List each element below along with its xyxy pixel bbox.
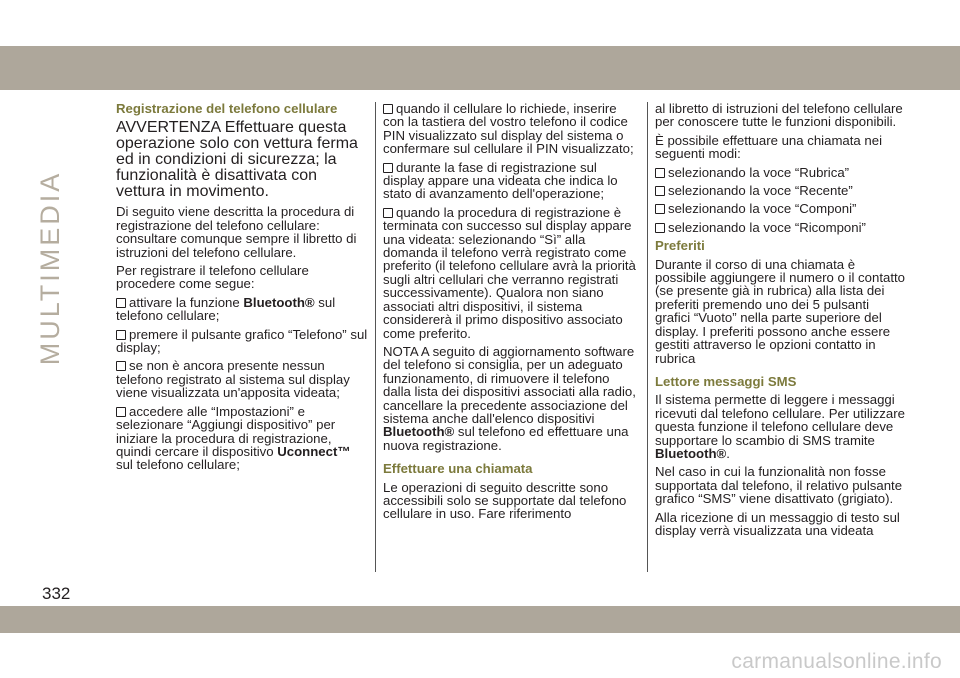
make-call-paragraph: Le operazioni di seguito descritte sono accessibili solo se supportate dal telefono cellulare in uso. Fare riferimento	[383, 479, 627, 522]
continuation-paragraph: al libretto di istruzioni del telefono cellulare per conoscere tutte le funzioni disponibili.	[655, 101, 903, 130]
favorites-paragraph: Durante il corso di una chiamata è possibile aggiungere il numero o il contatto (se presente già in rubrica) alla lista dei preferiti premendo uno dei 5 pulsanti grafici “Vuoto” nella parte superiore del display. I preferiti possono anche essere gestiti attraverso le opzioni contatto in rubrica	[655, 256, 905, 366]
warning-text: AVVERTENZA Effettuare questa operazione solo con vettura ferma ed in condizioni di sicurezza; la funzionalità è disattivata con vettura in movimento.	[116, 119, 358, 201]
list-item: selezionando la voce “Recente”	[655, 184, 907, 197]
sms-paragraph: Il sistema permette di leggere i messaggi ricevuti dal telefono cellulare. Per utilizzare questa funzione il telefono cellulare deve supportare lo scambio di SMS tramite Bluetooth®.	[655, 392, 905, 461]
checkbox-bullet-icon	[116, 298, 126, 308]
checkbox-bullet-icon	[383, 163, 393, 173]
column-2	[383, 102, 637, 526]
list-item: durante la fase di registrazione sul display appare una videata che indica lo stato di avanzamento dell'operazione;	[383, 159, 618, 202]
list-item: se non è ancora presente nessun telefono registrato al sistema sul display viene visualizzata un'apposita videata;	[116, 358, 350, 401]
page-number: 332	[42, 584, 71, 603]
list-item: selezionando la voce “Componi”	[655, 202, 907, 215]
sms-paragraph: Nel caso in cui la funzionalità non fosse supportata dal telefono, il relativo pulsante grafico “SMS” viene disattivato (grigiato).	[655, 464, 903, 507]
list-item: quando il cellulare lo richiede, inserire con la tastiera del vostro telefono il codice PIN visualizzato sul display del sistema o confermare sul cellulare il PIN visualizzato;	[383, 101, 634, 157]
column-divider	[375, 102, 376, 572]
checkbox-bullet-icon	[655, 204, 665, 214]
column-3	[655, 102, 907, 542]
steps-intro: Per registrare il telefono cellulare procedere come segue:	[116, 263, 309, 292]
heading-phone-registration: Registrazione del telefono cellulare	[116, 101, 338, 116]
note-paragraph: NOTA A seguito di aggiornamento software del telefono si consiglia, per un adeguato funzionamento, di rimuovere il telefono dalla lista dei dispositivi associati alla radio, cancellare la precedente associazione del sistema anche dall'elenco dispositivi Bluetooth® sul telefono ed effettuare una nuova registrazione.	[383, 343, 636, 453]
checkbox-bullet-icon	[116, 361, 126, 371]
checkbox-bullet-icon	[116, 330, 126, 340]
list-item: premere il pulsante grafico “Telefono” sul display;	[116, 326, 368, 356]
watermark: carmanualsonline.info	[731, 650, 942, 673]
list-item: selezionando la voce “Rubrica”	[655, 166, 907, 179]
column-1	[116, 102, 368, 477]
list-item: attivare la funzione Bluetooth® sul telefono cellulare;	[116, 294, 336, 324]
modes-intro: È possibile effettuare una chiamata nei seguenti modi:	[655, 132, 883, 162]
heading-favorites: Preferiti	[655, 238, 705, 254]
checkbox-bullet-icon	[655, 168, 665, 178]
checkbox-bullet-icon	[383, 208, 393, 218]
heading-make-call: Effettuare una chiamata	[383, 461, 533, 477]
checkbox-bullet-icon	[116, 407, 126, 417]
section-tab: MULTIMEDIA	[35, 170, 65, 366]
checkbox-bullet-icon	[655, 186, 665, 196]
column-divider	[647, 102, 648, 572]
list-item: accedere alle “Impostazioni” e selezionare “Aggiungi dispositivo” per iniziare la procedura di registrazione, quindi cercare il dispositivo Uconnect™ sul telefono cellulare;	[116, 403, 351, 473]
checkbox-bullet-icon	[383, 104, 393, 114]
header-band	[0, 46, 960, 90]
footer-band	[0, 606, 960, 633]
list-item: selezionando la voce “Ricomponi”	[655, 221, 907, 234]
sms-paragraph: Alla ricezione di un messaggio di testo sul display verrà visualizzata una videata	[655, 509, 900, 538]
checkbox-bullet-icon	[655, 223, 665, 233]
intro-paragraph: Di seguito viene descritta la procedura di registrazione del telefono cellulare: consultare comunque sempre il libretto di istruzioni del telefono cellulare.	[116, 204, 357, 260]
heading-sms-reader: Lettore messaggi SMS	[655, 373, 797, 389]
list-item: quando la procedura di registrazione è terminata con successo sul display appare una videata: selezionando “Sì” alla domanda il telefono verrà registrato come preferito (il telefono cellulare avrà la priorità sugli altri cellulari che verranno registrati successivamente). Qualora non siano associati altri dispositivi, il sistema considererà il primo dispositivo associato come preferito.	[383, 204, 636, 341]
